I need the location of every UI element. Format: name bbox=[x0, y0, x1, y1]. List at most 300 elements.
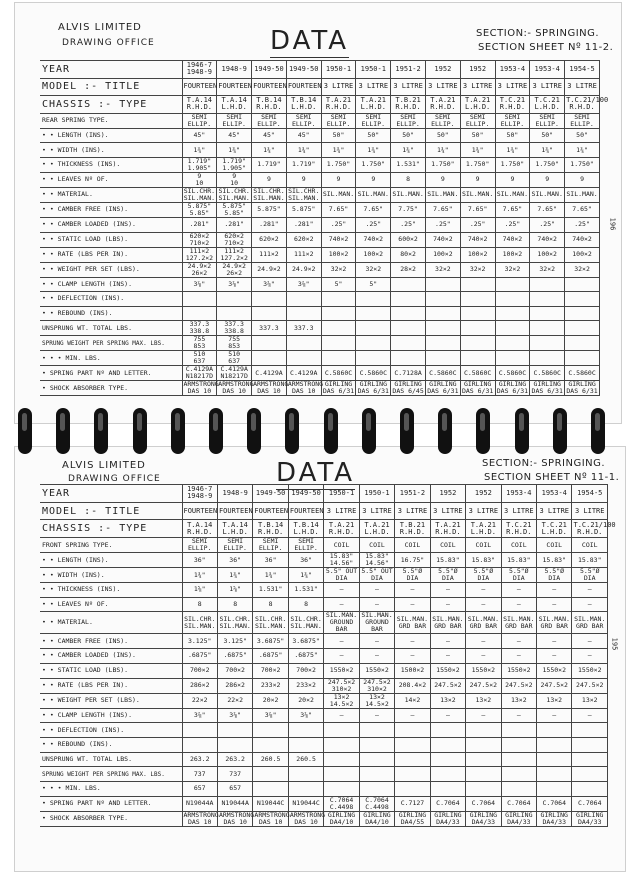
spec-value: 5.5" OUT DIA bbox=[359, 568, 394, 583]
spec-value: FOURTEEN bbox=[182, 502, 217, 520]
spec-row bbox=[40, 61, 600, 79]
spec-value bbox=[495, 321, 530, 336]
spec-value: 36" bbox=[217, 553, 252, 568]
spec-value: FOURTEEN bbox=[286, 78, 321, 96]
spec-value: 24.9×2 26×2 bbox=[182, 262, 217, 277]
spec-label: • SPRING PART Nº AND LETTER. bbox=[40, 796, 182, 811]
spec-value: 1949-50 bbox=[286, 61, 321, 79]
spec-value bbox=[217, 292, 252, 307]
spec-value: 5" bbox=[321, 277, 356, 292]
spec-value: .25" bbox=[391, 217, 426, 232]
spec-row bbox=[40, 568, 608, 583]
spec-value: 1¾" bbox=[356, 143, 391, 158]
spec-value: N19044A bbox=[182, 796, 217, 811]
spec-value: 5.875" 5.85" bbox=[217, 202, 252, 217]
spec-value: C.4129A N18217D bbox=[182, 366, 217, 381]
spec-row bbox=[40, 520, 608, 538]
spec-value: 3 LITRE bbox=[321, 78, 356, 96]
spec-value: 5.5"Ø DIA bbox=[572, 568, 608, 583]
spec-value: .25" bbox=[565, 217, 600, 232]
spec-value: SIL.CHR. SIL.MAN. bbox=[253, 612, 288, 634]
spec-value bbox=[253, 767, 288, 782]
spec-value bbox=[425, 277, 460, 292]
spec-value bbox=[530, 336, 565, 351]
spec-value bbox=[288, 723, 323, 738]
spec-value: 3⅞" bbox=[217, 277, 252, 292]
spec-value: ARMSTRONG DAS 10 bbox=[218, 380, 254, 396]
spec-value: 28×2 bbox=[391, 262, 426, 277]
spec-value: 740×2 bbox=[530, 232, 565, 247]
spec-label: • • REBOUND (INS). bbox=[40, 737, 182, 752]
spec-value: 1.719" bbox=[286, 157, 321, 172]
binding-ring bbox=[362, 408, 376, 454]
spec-value: 700×2 bbox=[288, 663, 323, 678]
section-sheet-number: SECTION SHEET Nº 11-2. bbox=[478, 42, 614, 53]
spec-value: SIL.MAN. GRD BAR bbox=[395, 612, 430, 634]
spec-value: T.A.21 R.H.D. bbox=[321, 96, 356, 114]
spec-value: — bbox=[466, 649, 501, 664]
spec-value bbox=[395, 781, 430, 796]
spec-value: 15.83" 14.56" bbox=[359, 553, 394, 568]
spec-value: .281" bbox=[217, 217, 252, 232]
spec-value: .6875" bbox=[288, 649, 323, 664]
spec-value bbox=[495, 277, 530, 292]
spec-value: 3⅞" bbox=[253, 708, 288, 723]
binding-ring bbox=[56, 408, 70, 454]
spec-value: T.B.14 L.H.D. bbox=[286, 96, 321, 114]
spec-value: 3.6875" bbox=[288, 634, 323, 649]
spec-value: 247.5×2 bbox=[430, 678, 465, 693]
spec-label: • SPRING PART Nº AND LETTER. bbox=[40, 366, 182, 381]
spec-value: — bbox=[572, 708, 608, 723]
spec-value: 100×2 bbox=[321, 247, 356, 262]
spec-value: 1¾" bbox=[391, 143, 426, 158]
spec-value: 3.125" bbox=[182, 634, 217, 649]
spec-value: SIL.MAN. GROUND BAR bbox=[359, 612, 394, 634]
spec-value: 1.719" 1.905" bbox=[182, 157, 217, 172]
spec-label: • • THICKNESS (INS). bbox=[40, 157, 182, 172]
spec-label: MODEL :- TITLE bbox=[40, 502, 182, 520]
binding-ring bbox=[171, 408, 185, 454]
spec-value bbox=[501, 737, 536, 752]
spec-value bbox=[537, 752, 572, 767]
spec-value: ARMSTRONG DAS 10 bbox=[287, 380, 324, 396]
spec-value: 3 LITRE bbox=[324, 502, 359, 520]
spec-label: • • MATERIAL. bbox=[40, 612, 182, 634]
spec-value: .281" bbox=[286, 217, 321, 232]
spec-value: 1.719" 1.905" bbox=[217, 157, 252, 172]
spec-value: C.7128A bbox=[391, 366, 426, 381]
spec-value: 247.5×2 bbox=[466, 678, 501, 693]
spec-value: SIL.MAN. GRD BAR bbox=[572, 612, 608, 634]
spec-value: .25" bbox=[530, 217, 565, 232]
spec-value: SIL.CHR. SIL.MAN. bbox=[288, 186, 320, 202]
spec-value: .6875" bbox=[182, 649, 217, 664]
spec-value: 1550×2 bbox=[501, 663, 536, 678]
spec-value bbox=[530, 321, 565, 336]
spec-value bbox=[321, 292, 356, 307]
spec-value: 1¾" bbox=[217, 568, 252, 583]
spec-value: 13×2 bbox=[501, 693, 536, 708]
spec-value bbox=[217, 306, 252, 321]
spec-value: 50" bbox=[460, 128, 495, 143]
spec-value: 1953-4 bbox=[537, 485, 572, 503]
spec-value bbox=[565, 292, 600, 307]
binding-ring bbox=[209, 408, 223, 454]
spec-value: — bbox=[572, 649, 608, 664]
spec-value: 3⅞" bbox=[288, 708, 323, 723]
spec-value: FOURTEEN bbox=[288, 502, 323, 520]
spec-label: SPRUNG WEIGHT PER SPRING MAX. LBS. bbox=[40, 336, 182, 351]
spec-value bbox=[430, 767, 465, 782]
spec-value: 337.3 bbox=[286, 321, 321, 336]
spec-value bbox=[460, 277, 495, 292]
spec-value: COIL bbox=[395, 538, 430, 553]
company-name: ALVIS LIMITED bbox=[58, 22, 142, 33]
spec-value bbox=[572, 781, 608, 796]
spec-value bbox=[425, 306, 460, 321]
spec-value: 15.83" bbox=[430, 553, 465, 568]
spec-value: C.5860C bbox=[460, 366, 495, 381]
spec-value: ARMSTRONG DAS 10 bbox=[183, 380, 219, 396]
spec-value bbox=[430, 723, 465, 738]
spec-value bbox=[466, 767, 501, 782]
spec-value: 13×2 14.5×2 bbox=[324, 693, 359, 708]
binding-ring bbox=[438, 408, 452, 454]
spec-value: 700×2 bbox=[182, 663, 217, 678]
spec-label: • • • MIN. LBS. bbox=[40, 351, 182, 366]
spec-row bbox=[40, 634, 608, 649]
spec-value: SIL.MAN. bbox=[356, 187, 391, 202]
spec-value: 1946-7 1948-9 bbox=[182, 485, 217, 503]
spec-value: .25" bbox=[495, 217, 530, 232]
spec-value: 50" bbox=[321, 128, 356, 143]
spec-label: UNSPRUNG WT. TOTAL LBS. bbox=[40, 752, 182, 767]
spec-row bbox=[40, 292, 600, 307]
spec-value: 5.5"Ø DIA bbox=[501, 568, 536, 583]
spec-value: 24.9×2 bbox=[286, 262, 321, 277]
spec-value: 208.4×2 bbox=[395, 678, 430, 693]
spec-value: GIRLING DAS 6/45 bbox=[392, 380, 424, 396]
spec-value: 1953-4 bbox=[530, 61, 565, 79]
spec-value bbox=[252, 336, 287, 351]
spec-value bbox=[391, 292, 426, 307]
spec-value bbox=[565, 351, 600, 366]
spec-value bbox=[286, 306, 321, 321]
spec-value: 50" bbox=[530, 128, 565, 143]
spec-value bbox=[395, 723, 430, 738]
spec-value: 1550×2 bbox=[324, 663, 359, 678]
spec-value: 1¾" bbox=[530, 143, 565, 158]
spec-value: T.B.14 R.H.D. bbox=[252, 96, 287, 114]
front-spring-data-table bbox=[40, 484, 616, 827]
spec-value: 36" bbox=[182, 553, 217, 568]
spec-value bbox=[460, 351, 495, 366]
spec-value: 1¾" bbox=[286, 143, 321, 158]
spec-row bbox=[40, 502, 608, 520]
spec-value bbox=[572, 723, 608, 738]
spec-value: 1¾" bbox=[182, 143, 217, 158]
spec-value: GIRLING DAS 6/31 bbox=[427, 380, 459, 396]
spec-value bbox=[321, 306, 356, 321]
spec-value: 337.3 338.8 bbox=[217, 321, 252, 336]
spec-value: 3⅞" bbox=[182, 708, 217, 723]
spec-row bbox=[40, 693, 608, 708]
spec-value bbox=[217, 723, 252, 738]
spec-value: N19044A bbox=[217, 796, 252, 811]
spec-label: • • CLAMP LENGTH (INS). bbox=[40, 708, 182, 723]
spec-value bbox=[356, 292, 391, 307]
spec-value: 13×2 bbox=[430, 693, 465, 708]
spec-value bbox=[324, 723, 359, 738]
spec-value: 740×2 bbox=[495, 232, 530, 247]
spec-value bbox=[425, 351, 460, 366]
spec-value: 50" bbox=[495, 128, 530, 143]
spec-value: T.B.21 R.H.D. bbox=[391, 96, 426, 114]
spec-row bbox=[40, 708, 608, 723]
spec-value: 1.750" bbox=[356, 157, 391, 172]
spec-label: • • RATE (LBS PER IN). bbox=[40, 247, 182, 262]
spec-row bbox=[40, 78, 600, 96]
spec-value: ARMSTRONG DAS 10 bbox=[254, 810, 290, 826]
spec-row bbox=[40, 187, 600, 202]
spec-value: 1¾" bbox=[182, 568, 217, 583]
spec-value bbox=[252, 351, 287, 366]
spec-value bbox=[530, 306, 565, 321]
spec-value: GIRLING DA4/10 bbox=[324, 811, 359, 826]
spec-value: 3 LITRE bbox=[395, 502, 430, 520]
spec-value: 15.83" 14.56" bbox=[324, 553, 359, 568]
spec-value: SEMI ELLIP. bbox=[425, 113, 460, 128]
spec-value: SEMI ELLIP. bbox=[321, 113, 356, 128]
spec-value: 1¾" bbox=[565, 143, 600, 158]
spec-label: MODEL :- TITLE bbox=[40, 78, 182, 96]
spec-label: • • THICKNESS (INS). bbox=[40, 583, 182, 598]
spec-value bbox=[466, 737, 501, 752]
spec-value: 32×2 bbox=[425, 262, 460, 277]
spec-row bbox=[40, 663, 608, 678]
spec-value: 247.5×2 bbox=[572, 678, 608, 693]
spec-value: 1¾" bbox=[253, 568, 288, 583]
spec-value: SEMI ELLIP. bbox=[253, 538, 288, 553]
spec-label: • • DEFLECTION (INS). bbox=[40, 292, 182, 307]
spec-value: 45" bbox=[286, 128, 321, 143]
spec-value: 15.83" bbox=[501, 553, 536, 568]
spec-label: • • LEAVES Nº OF. bbox=[40, 597, 182, 612]
spec-value: — bbox=[395, 649, 430, 664]
spec-value: 1950-1 bbox=[324, 485, 359, 503]
spec-value: — bbox=[430, 597, 465, 612]
spec-value bbox=[395, 752, 430, 767]
spec-value: C.7064 C.4498 bbox=[359, 796, 394, 811]
spec-value: 15.83" bbox=[572, 553, 608, 568]
spec-value bbox=[495, 292, 530, 307]
spec-value: 3 LITRE bbox=[572, 502, 608, 520]
spec-value: GIRLING DAS 6/31 bbox=[461, 380, 494, 396]
spec-value bbox=[324, 767, 359, 782]
spec-value: 5" bbox=[356, 277, 391, 292]
spec-value: 263.2 bbox=[182, 752, 217, 767]
spec-value bbox=[530, 277, 565, 292]
spec-value bbox=[495, 306, 530, 321]
spec-value: 50" bbox=[356, 128, 391, 143]
spec-value: GIRLING DAS 6/31 bbox=[566, 380, 598, 396]
spec-value bbox=[466, 723, 501, 738]
spec-value: 737 bbox=[182, 767, 217, 782]
spec-value: 9 10 bbox=[182, 172, 217, 187]
spec-value: 247.5×2 bbox=[501, 678, 536, 693]
spec-label: • • STATIC LOAD (LBS). bbox=[40, 663, 182, 678]
spec-value: 111×2 bbox=[252, 247, 287, 262]
spec-value bbox=[425, 292, 460, 307]
binding-ring bbox=[324, 408, 338, 454]
spec-value: 1953-4 bbox=[495, 61, 530, 79]
spiral-binding bbox=[0, 408, 640, 458]
spec-value bbox=[182, 292, 217, 307]
spec-value: — bbox=[501, 708, 536, 723]
spec-value: 3⅞" bbox=[286, 277, 321, 292]
spec-value: COIL bbox=[466, 538, 501, 553]
spec-value: — bbox=[324, 597, 359, 612]
spec-value: GIRLING DAS 6/31 bbox=[322, 380, 355, 396]
spec-value: 1951-2 bbox=[391, 61, 426, 79]
spec-value bbox=[253, 723, 288, 738]
spec-label: FRONT SPRING TYPE. bbox=[40, 538, 182, 553]
spec-value bbox=[356, 321, 391, 336]
spec-value: 247.5×2 310×2 bbox=[324, 678, 359, 693]
spec-value: T.A.21 L.H.D. bbox=[460, 96, 495, 114]
spec-value: 3 LITRE bbox=[466, 502, 501, 520]
spec-value: C.7127 bbox=[395, 796, 430, 811]
spec-label: • • LENGTH (INS). bbox=[40, 553, 182, 568]
spec-value: C.4129A bbox=[286, 366, 321, 381]
spec-value: GIRLING DA4/33 bbox=[501, 811, 536, 826]
spec-value bbox=[359, 781, 394, 796]
spec-value: GIRLING DA4/33 bbox=[537, 811, 572, 826]
spec-value: C.5860C bbox=[356, 366, 391, 381]
spec-value: SIL.CHR. SIL.MAN. bbox=[217, 612, 252, 634]
spec-value: 510 637 bbox=[182, 351, 217, 366]
spec-value: 1.750" bbox=[425, 157, 460, 172]
spec-value bbox=[324, 781, 359, 796]
spec-value: T.C.21 L.H.D. bbox=[530, 96, 565, 114]
spec-value: — bbox=[395, 597, 430, 612]
spec-row bbox=[40, 485, 608, 503]
spec-value: 8 bbox=[217, 597, 252, 612]
spec-row bbox=[40, 553, 608, 568]
spec-value: 45" bbox=[217, 128, 252, 143]
spec-value: 7.65" bbox=[530, 202, 565, 217]
spec-value: 5.5"Ø DIA bbox=[466, 568, 501, 583]
spec-value: 286×2 bbox=[182, 678, 217, 693]
spec-value bbox=[286, 336, 321, 351]
spec-value: 5.875" bbox=[286, 202, 321, 217]
binding-ring bbox=[400, 408, 414, 454]
spec-value: 32×2 bbox=[356, 262, 391, 277]
spec-value bbox=[460, 306, 495, 321]
spec-value: 5.5"Ø DIA bbox=[537, 568, 572, 583]
spec-row bbox=[40, 678, 608, 693]
spec-row bbox=[40, 172, 600, 187]
spec-value: 100×2 bbox=[565, 247, 600, 262]
spec-label: • • DEFLECTION (INS). bbox=[40, 723, 182, 738]
spec-row bbox=[40, 247, 600, 262]
spec-value: T.B.21 R.H.D. bbox=[395, 520, 430, 538]
spec-value: — bbox=[466, 597, 501, 612]
spec-value: GIRLING DAS 6/31 bbox=[531, 380, 563, 396]
spec-value: 3 LITRE bbox=[530, 78, 565, 96]
spec-value: SIL.CHR. SIL.MAN. bbox=[218, 186, 250, 202]
spec-value bbox=[395, 737, 430, 752]
page-side-number: 196 bbox=[608, 217, 617, 231]
spec-value: 337.3 338.8 bbox=[182, 321, 217, 336]
spec-value: 1550×2 bbox=[537, 663, 572, 678]
spec-value: — bbox=[324, 708, 359, 723]
spec-value: — bbox=[501, 634, 536, 649]
binding-ring bbox=[285, 408, 299, 454]
spec-value: 1949-50 bbox=[288, 485, 323, 503]
spec-label: CHASSIS :- TYPE bbox=[40, 520, 182, 538]
spec-value: C.5860C bbox=[565, 366, 600, 381]
spec-value: 233×2 bbox=[253, 678, 288, 693]
spec-value: T.A.21 L.H.D. bbox=[356, 96, 391, 114]
spec-value: FOURTEEN bbox=[252, 78, 287, 96]
spec-value: 5.875" bbox=[252, 202, 287, 217]
spec-row bbox=[40, 128, 600, 143]
spec-value bbox=[356, 351, 391, 366]
spec-value: 700×2 bbox=[253, 663, 288, 678]
spec-value bbox=[537, 767, 572, 782]
spec-value: 1.531" bbox=[253, 583, 288, 598]
spec-value bbox=[391, 351, 426, 366]
spec-value: 7.65" bbox=[565, 202, 600, 217]
spec-value: 1.750" bbox=[530, 157, 565, 172]
spec-value: 8 bbox=[253, 597, 288, 612]
spec-value: 7.65" bbox=[356, 202, 391, 217]
spec-value bbox=[530, 292, 565, 307]
spec-value: 3 LITRE bbox=[460, 78, 495, 96]
spec-row bbox=[40, 781, 608, 796]
spec-label: • • RATE (LBS PER IN). bbox=[40, 678, 182, 693]
spec-value: 3⅞" bbox=[182, 277, 217, 292]
spec-value: — bbox=[430, 649, 465, 664]
spec-label: • • LEAVES Nº OF. bbox=[40, 172, 182, 187]
spec-value: 8 bbox=[182, 597, 217, 612]
spec-value: 5.5" OUT DIA bbox=[324, 568, 359, 583]
spec-value: — bbox=[537, 597, 572, 612]
spec-value: T.B.14 R.H.D. bbox=[253, 520, 288, 538]
spec-value: COIL bbox=[324, 538, 359, 553]
spec-value: C.7064 bbox=[466, 796, 501, 811]
spec-value: 740×2 bbox=[356, 232, 391, 247]
spec-value: SEMI ELLIP. bbox=[182, 113, 217, 128]
spec-value: .25" bbox=[460, 217, 495, 232]
spec-label: YEAR bbox=[40, 61, 182, 79]
spec-value: 1953-4 bbox=[501, 485, 536, 503]
spec-row bbox=[40, 277, 600, 292]
spec-value: 7.65" bbox=[321, 202, 356, 217]
spec-value bbox=[182, 737, 217, 752]
spec-value: .281" bbox=[252, 217, 287, 232]
spec-value: — bbox=[430, 634, 465, 649]
spec-value: SIL.MAN. bbox=[530, 187, 565, 202]
spec-value: T.A.21 L.H.D. bbox=[466, 520, 501, 538]
spec-value: — bbox=[430, 708, 465, 723]
binding-ring bbox=[133, 408, 147, 454]
spec-value: 1550×2 bbox=[466, 663, 501, 678]
spec-value: SIL.MAN. GRD BAR bbox=[537, 612, 572, 634]
spec-value: SIL.MAN. bbox=[565, 187, 600, 202]
